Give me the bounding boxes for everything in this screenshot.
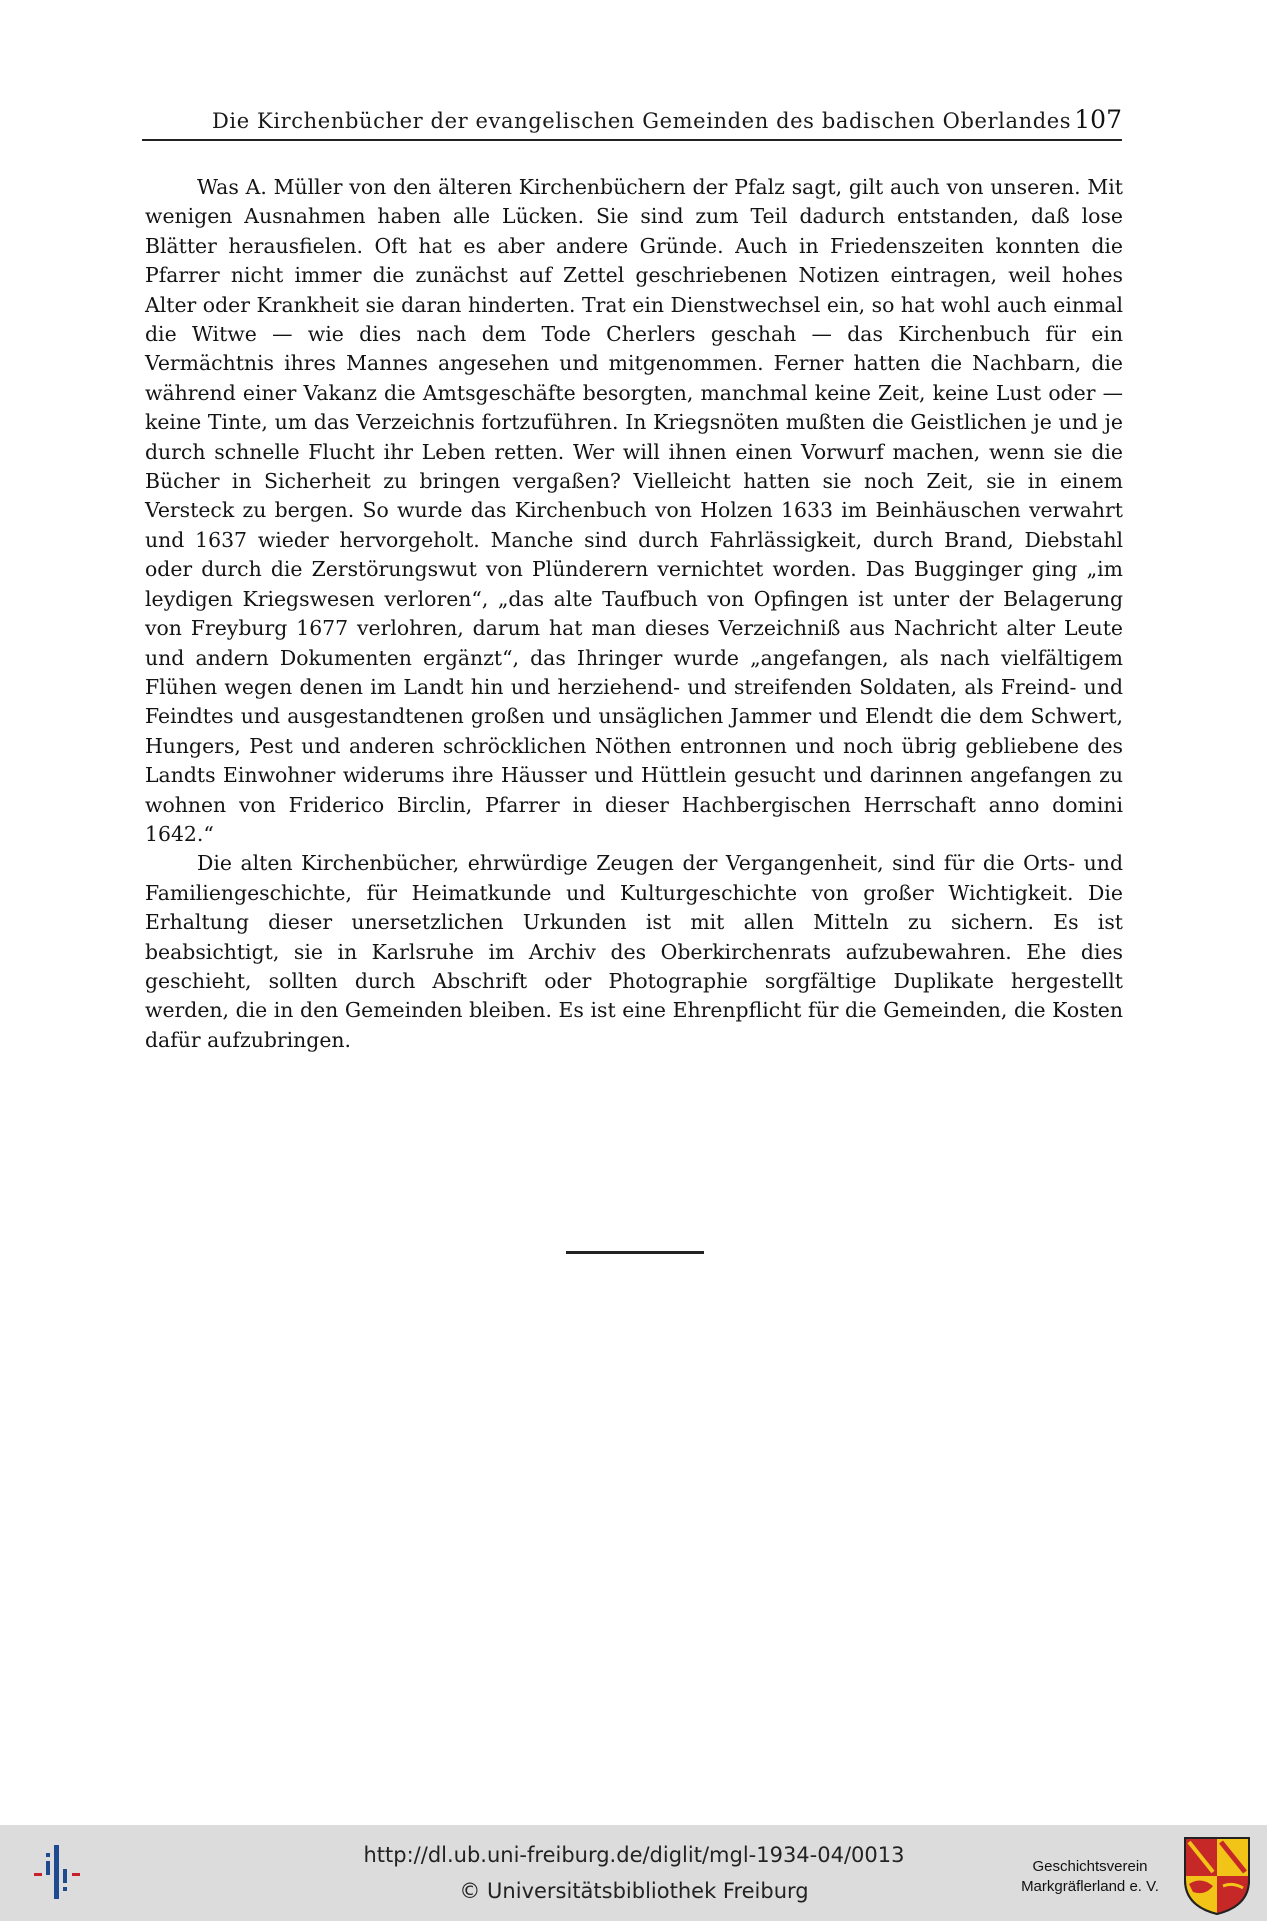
page-number: 107 <box>1074 105 1122 134</box>
body-text <box>145 173 1123 1055</box>
end-rule <box>566 1251 704 1254</box>
society-name-line: Geschichtsverein <box>1032 1858 1148 1875</box>
coat-of-arms-icon <box>1183 1836 1251 1916</box>
copyright-notice: © Universitätsbibliothek Freiburg <box>459 1879 809 1903</box>
society-name <box>1010 1857 1170 1897</box>
ub-freiburg-logo-icon <box>32 1843 82 1903</box>
paragraph: Die alten Kirchenbücher, ehrwürdige Zeugen der Vergangenheit, sind für die Orts- und Familiengeschichte, für Heimatkunde und Kulturgeschichte von großer Wichtigkeit. Die Erhaltung dieser unersetzlichen Urkunden ist mit allen Mitteln zu sichern. Es ist beabsichtigt, sie in Karlsruhe im Archiv des Oberkirchenrats aufzubewahren. Ehe dies geschieht, sollten durch Abschrift oder Photographie sorgfältige Duplikate hergestellt werden, die in den Gemeinden bleiben. Es ist eine Ehrenpflicht für die Gemeinden, die Kosten dafür aufzubringen. <box>145 851 1123 1052</box>
running-header <box>142 103 1122 141</box>
running-header-title: Die Kirchenbücher der evangelischen Gemeinden des badischen Oberlandes <box>212 109 1072 133</box>
footer-bar <box>0 1825 1267 1921</box>
source-url-link[interactable]: http://dl.ub.uni-freiburg.de/diglit/mgl-1934-04/0013 <box>363 1843 905 1867</box>
paragraph: Was A. Müller von den älteren Kirchenbüchern der Pfalz sagt, gilt auch von unseren. Mit wenigen Ausnahmen haben alle Lücken. Sie sind zum Teil dadurch entstanden, daß lose Blätter herausfielen. Oft hat es aber andere Gründe. Auch in Friedenszeiten konnten die Pfarrer nicht immer die zunächst auf Zettel geschriebenen Notizen eintragen, weil hohes Alter oder Krankheit sie daran hinderten. Trat ein Dienstwechsel ein, so hat wohl auch einmal die Witwe — wie dies nach dem Tode Cherlers geschah — das Kirchenbuch für ein Vermächtnis ihres Mannes angesehen und mitgenommen. Ferner hatten die Nachbarn, die während einer Vakanz die Amtsgeschäfte besorgten, manchmal keine Zeit, keine Lust oder — keine Tinte, um das Verzeichnis fortzuführen. In Kriegsnöten mußten die Geistlichen je und je durch schnelle Flucht ihr Leben retten. Wer will ihnen einen Vorwurf machen, wenn sie die Bücher in Sicherheit zu bringen vergaßen? Vielleicht hatten sie noch Zeit, sie in einem Versteck zu bergen. So wurde das Kirchenbuch von Holzen 1633 im Beinhäuschen verwahrt und 1637 wieder hervorgeholt. Manche sind durch Fahrlässigkeit, durch Brand, Diebstahl oder durch die Zerstörungswut von Plünderern vernichtet worden. Das Bugginger ging „im leydigen Kriegswesen verloren“, „das alte Taufbuch von Opfingen ist unter der Belagerung von Freyburg 1677 verlohren, darum hat man dieses Verzeichniß aus Nachricht alter Leute und andern Dokumenten ergänzt“, das Ihringer wurde „angefangen, als nach vielfältigem Flühen wegen denen im Landt hin und herziehend- und streifenden Soldaten, als Freind- und Feindtes und ausgestandtenen großen und unsäglichen Jammer und Elendt die dem Schwert, Hungers, Pest und anderen schröcklichen Nöthen entronnen und noch übrig gebliebene des Landts Einwohner widerums ihre Häusser und Hüttlein gesucht und darinnen angefangen zu wohnen von Friderico Birclin, Pfarrer in dieser Hachbergischen Herrschaft anno domini 1642.“ <box>145 175 1123 846</box>
society-name-line: Markgräflerland e. V. <box>1021 1878 1159 1895</box>
